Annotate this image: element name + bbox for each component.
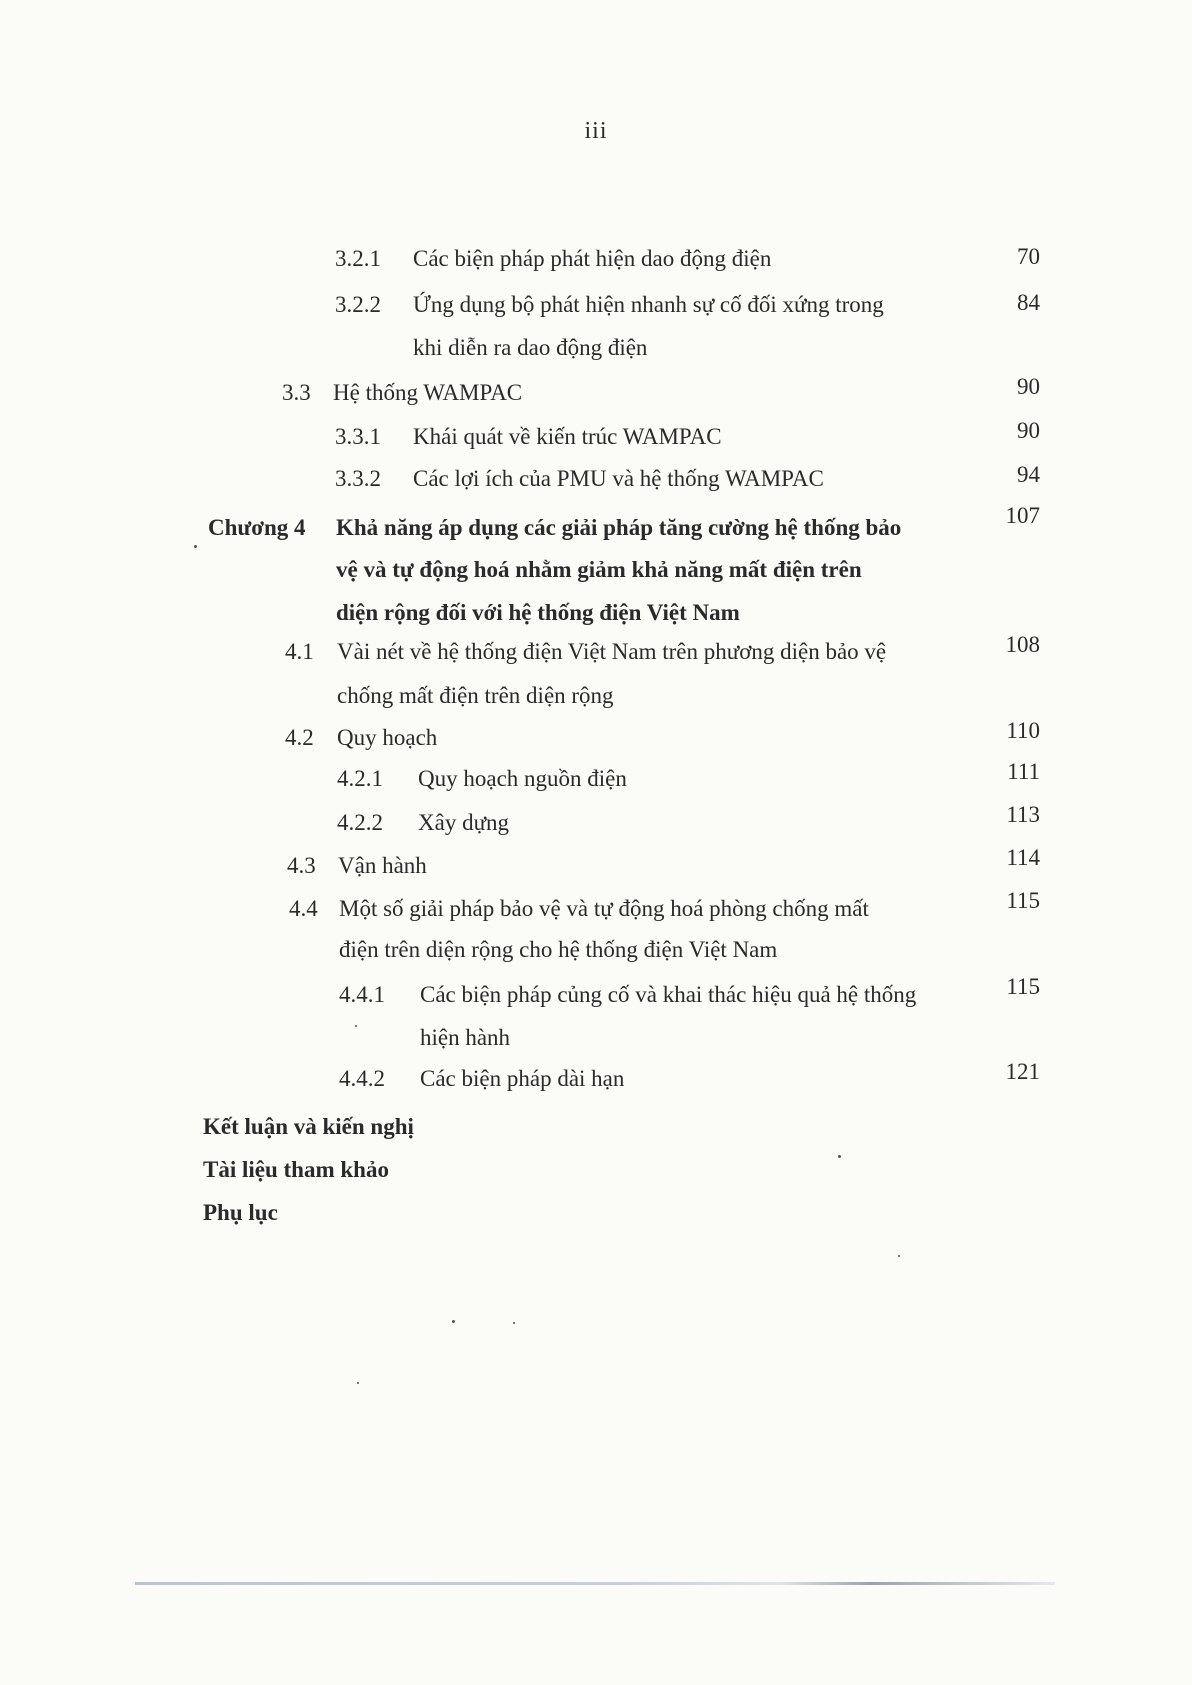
toc-entry-title: Khái quát về kiến trúc WAMPAC [413,424,722,449]
toc-entry-number: 4.4.2 [339,1066,385,1091]
toc-entry-title-continued: khi diễn ra dao động điện [413,335,648,360]
toc-entry-page: 110 [1006,718,1040,743]
toc-entry-title: Các biện pháp củng cố và khai thác hiệu quả hệ thống [420,982,917,1007]
toc-entry-number: 3.2.2 [335,292,381,317]
toc-entry-number: 4.4.1 [339,982,385,1007]
toc-entry-number: Chương 4 [208,515,306,540]
toc-entry-page: 115 [1006,974,1040,999]
toc-entry-number: 4.4 [289,896,318,921]
toc-entry-title-continued: vệ và tự động hoá nhằm giảm khả năng mất điện trên [336,557,862,582]
toc-entry-page: 90 [1017,418,1040,443]
toc-entry-number: 3.3.1 [335,424,381,449]
toc-entry-title: Các lợi ích của PMU và hệ thống WAMPAC [413,466,824,491]
toc-entry-number: 4.2.1 [337,766,383,791]
toc-entry-number: 4.2.2 [337,810,383,835]
toc-entry-page: 114 [1006,845,1040,870]
toc-entry-page: 90 [1017,374,1040,399]
toc-entry-title-continued: hiện hành [420,1025,511,1050]
toc-entry-number: 3.2.1 [335,246,381,271]
scan-speck [357,1382,359,1384]
scan-speck [513,1322,515,1324]
toc-entry-page: 113 [1006,802,1040,827]
toc-entry-title: Vận hành [338,853,427,878]
toc-entry-number: 4.2 [285,725,314,750]
page-number: iii [584,118,608,144]
toc-entry-page: 121 [1005,1059,1040,1084]
toc-entry-page: 84 [1017,290,1040,315]
toc-entry-number: 4.1 [285,639,314,664]
toc-entry-title: Quy hoạch [337,725,438,750]
toc-entry-title-continued: chống mất điện trên diện rộng [337,683,614,708]
toc-entry-page: 108 [1005,632,1040,657]
toc-entry-number: 3.3 [282,380,311,405]
toc-entry-title: Các biện pháp dài hạn [420,1066,625,1091]
scan-speck [355,1025,357,1027]
toc-entry-number: 4.3 [287,853,316,878]
toc-entry-page: 115 [1006,888,1040,913]
toc-entry-title: Khả năng áp dụng các giải pháp tăng cường hệ thống bảo [336,515,902,540]
toc-entry-title: Hệ thống WAMPAC [333,380,523,405]
toc-end-item-appendix: Phụ lục [203,1200,278,1225]
toc-entry-title: Các biện pháp phát hiện dao động điện [413,246,772,271]
scan-speck [194,545,197,548]
scan-speck [838,1155,841,1158]
toc-entry-title: Một số giải pháp bảo vệ và tự động hoá phòng chống mất [339,896,869,921]
toc-entry-title: Ứng dụng bộ phát hiện nhanh sự cố đối xứng trong [413,292,884,317]
toc-entry-title: Xây dựng [418,810,510,835]
scan-speck [452,1320,455,1323]
scan-speck [898,1255,900,1257]
toc-entry-page: 94 [1017,462,1040,487]
toc-entry-page: 111 [1007,759,1040,784]
toc-entry-title: Vài nét về hệ thống điện Việt Nam trên phương diện bảo vệ [337,639,887,664]
toc-entry-title-continued: diện rộng đối với hệ thống điện Việt Nam [336,600,740,625]
toc-end-item-references: Tài liệu tham khảo [203,1157,389,1182]
toc-entry-title: Quy hoạch nguồn điện [418,766,627,791]
toc-entry-title-continued: điện trên diện rộng cho hệ thống điện Việt Nam [339,937,778,962]
toc-end-item-conclusion: Kết luận và kiến nghị [203,1114,414,1139]
toc-entry-page: 107 [1005,503,1040,528]
toc-entry-page: 70 [1017,244,1040,269]
bottom-rule [135,1582,1055,1585]
toc-entry-number: 3.3.2 [335,466,381,491]
